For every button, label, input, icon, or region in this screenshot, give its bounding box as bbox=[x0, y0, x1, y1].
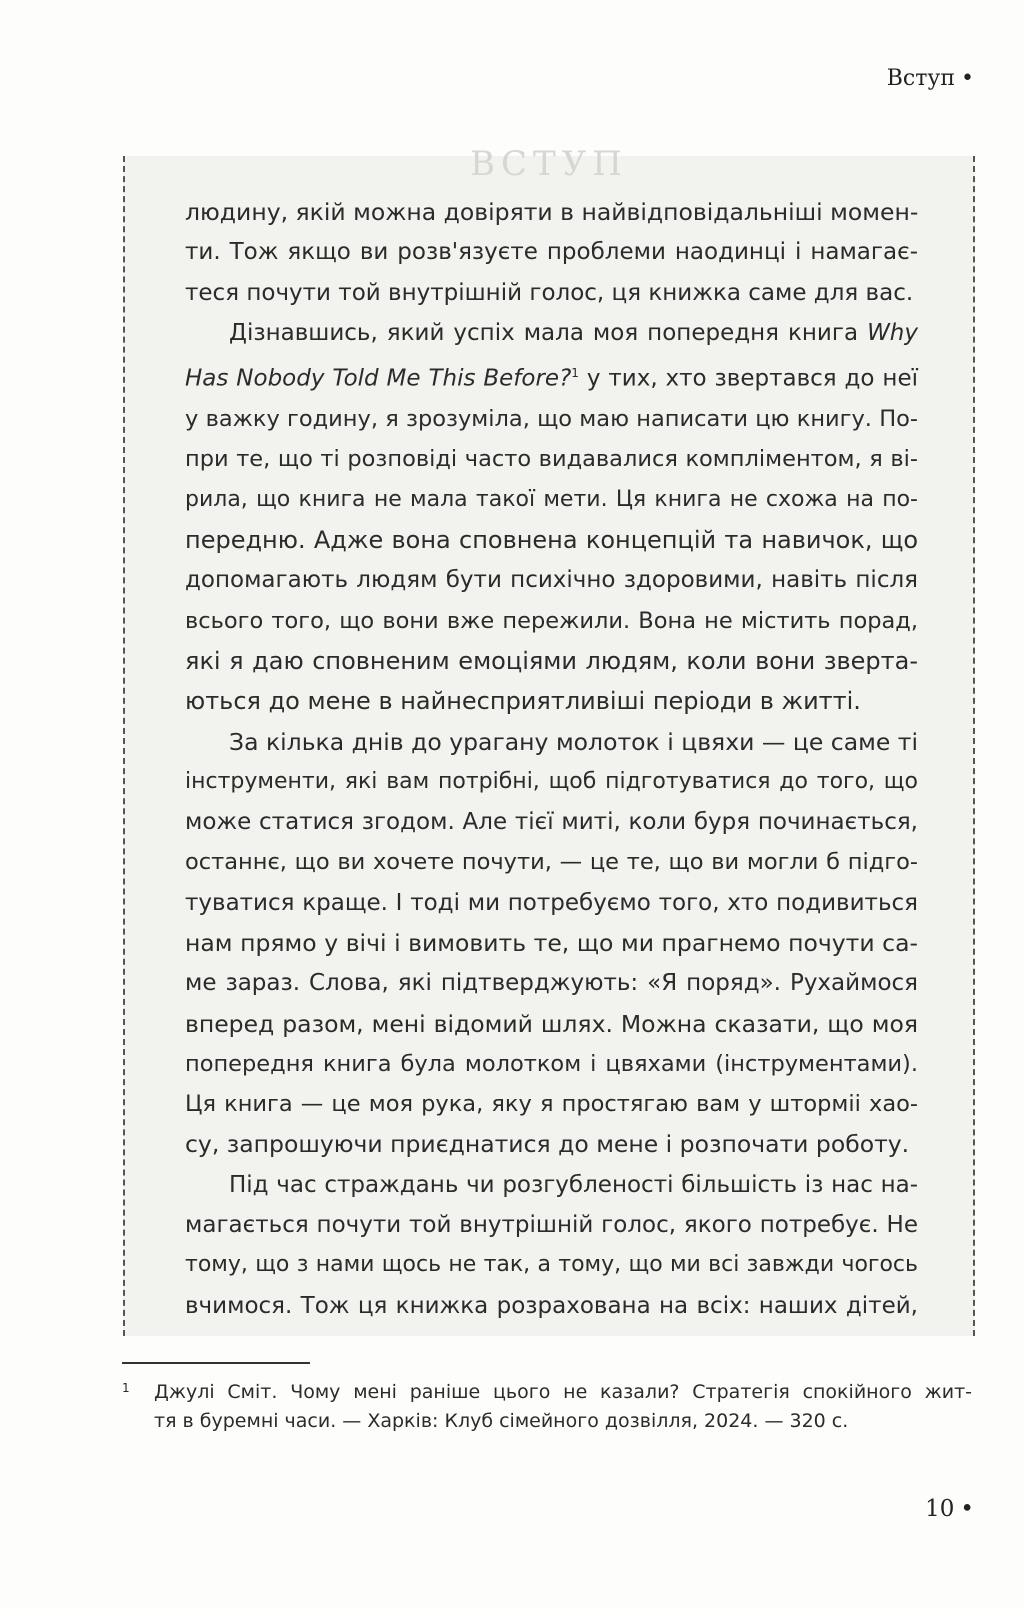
text-line-part: у тих, хто звертався до неї bbox=[578, 365, 918, 392]
text-line: вперед разом, мені відомий шлях. Можна сказати, що моя bbox=[185, 1009, 918, 1038]
text-line-composite bbox=[185, 353, 918, 399]
text-line: ме зараз. Слова, які підтверджують: «Я поряд». Рухаймося bbox=[185, 970, 918, 997]
text-line: допомагають людям бути психічно здоровими, навіть після bbox=[185, 567, 918, 594]
footnote-rule bbox=[122, 1362, 310, 1364]
text-line: магається почути той внутрішній голос, якого потребує. Не bbox=[185, 1212, 918, 1239]
footnote-line: тя в буремні часи. — Харків: Клуб сімейного дозвілля, 2024. — 320 с. bbox=[154, 1410, 849, 1432]
text-line-composite bbox=[185, 313, 918, 353]
page-number bbox=[925, 1496, 974, 1522]
text-line-part: Дізнавшись, який успіх мала моя попередня книга bbox=[229, 319, 859, 346]
text-line: Ця книга — це моя рука, яку я простягаю вам у шторміі хао- bbox=[185, 1091, 918, 1118]
running-head bbox=[887, 66, 974, 91]
page-number-bullet: • bbox=[960, 1496, 974, 1522]
text-line: ти. Тож якщо ви розв'язуєте проблеми наодинці і намагає- bbox=[185, 239, 918, 266]
text-line: у важку годину, я зрозуміла, що маю написати цю книгу. По- bbox=[185, 406, 918, 433]
text-line: попередня книга була молотком і цвяхами (інструментами). bbox=[185, 1050, 918, 1077]
text-line: теся почути той внутрішній голос, ця книжка саме для вас. bbox=[185, 279, 914, 306]
footnote-line: Джулі Сміт. Чому мені раніше цього не казали? Стратегія спокійного жит- bbox=[154, 1381, 972, 1403]
running-head-title: Вступ bbox=[886, 66, 956, 91]
text-line: ються до мене в найнесприятливіші періоди в житті. bbox=[185, 687, 861, 716]
text-line: туватися краще. І тоді ми потребуємо того, хто подивиться bbox=[185, 889, 918, 916]
footnote bbox=[122, 1378, 972, 1436]
text-line: За кілька днів до урагану молоток і цвяхи — це саме ті bbox=[229, 727, 918, 756]
book-title-italic: Why bbox=[867, 319, 918, 346]
page-number-value: 10 bbox=[925, 1496, 955, 1522]
text-line: які я даю сповненим емоціями людям, коли вони зверта- bbox=[185, 646, 918, 675]
footnote-ref: 1 bbox=[571, 366, 579, 381]
text-line: нам прямо у вічі і вимовить те, що ми прагнемо почути са- bbox=[185, 929, 918, 957]
text-line: може статися згодом. Але тієї миті, коли буря починається, bbox=[185, 809, 918, 836]
text-line: передню. Адже вона сповнена концепцій та навичок, що bbox=[185, 526, 918, 555]
text-line: інструменти, які вам потрібні, щоб підготуватися до того, що bbox=[185, 768, 918, 794]
ghost-header: ВСТУП bbox=[470, 144, 628, 184]
running-head-bullet: • bbox=[961, 66, 974, 91]
text-line: людину, якій можна довіряти в найвідповідальніші момен- bbox=[185, 198, 919, 226]
text-line: всього того, що вони вже пережили. Вона не містить порад, bbox=[185, 607, 918, 634]
text-line: вчимося. Тож ця книжка розрахована на всіх: наших дітей, bbox=[185, 1292, 918, 1319]
text-line: рила, що книга не мала такої мети. Ця книга не схожа на по- bbox=[185, 486, 918, 512]
book-title-italic: Has Nobody Told Me This Before? bbox=[185, 365, 572, 392]
body-text bbox=[185, 192, 918, 1326]
text-line: су, запрошуючи приєднатися до мене і розпочати роботу. bbox=[185, 1130, 910, 1159]
text-line: тому, що з нами щось не так, а тому, що ми всі завжди чогось bbox=[185, 1252, 918, 1278]
text-line: при те, що ті розповіді часто видавалися компліментом, я ві- bbox=[185, 446, 918, 473]
text-line: останнє, що ви хочете почути, — це те, що ви могли б підго- bbox=[185, 849, 918, 876]
text-box bbox=[123, 144, 975, 1336]
text-line: Під час страждань чи розгубленості більшість із нас на- bbox=[229, 1171, 918, 1198]
footnote-mark: 1 bbox=[122, 1381, 130, 1395]
